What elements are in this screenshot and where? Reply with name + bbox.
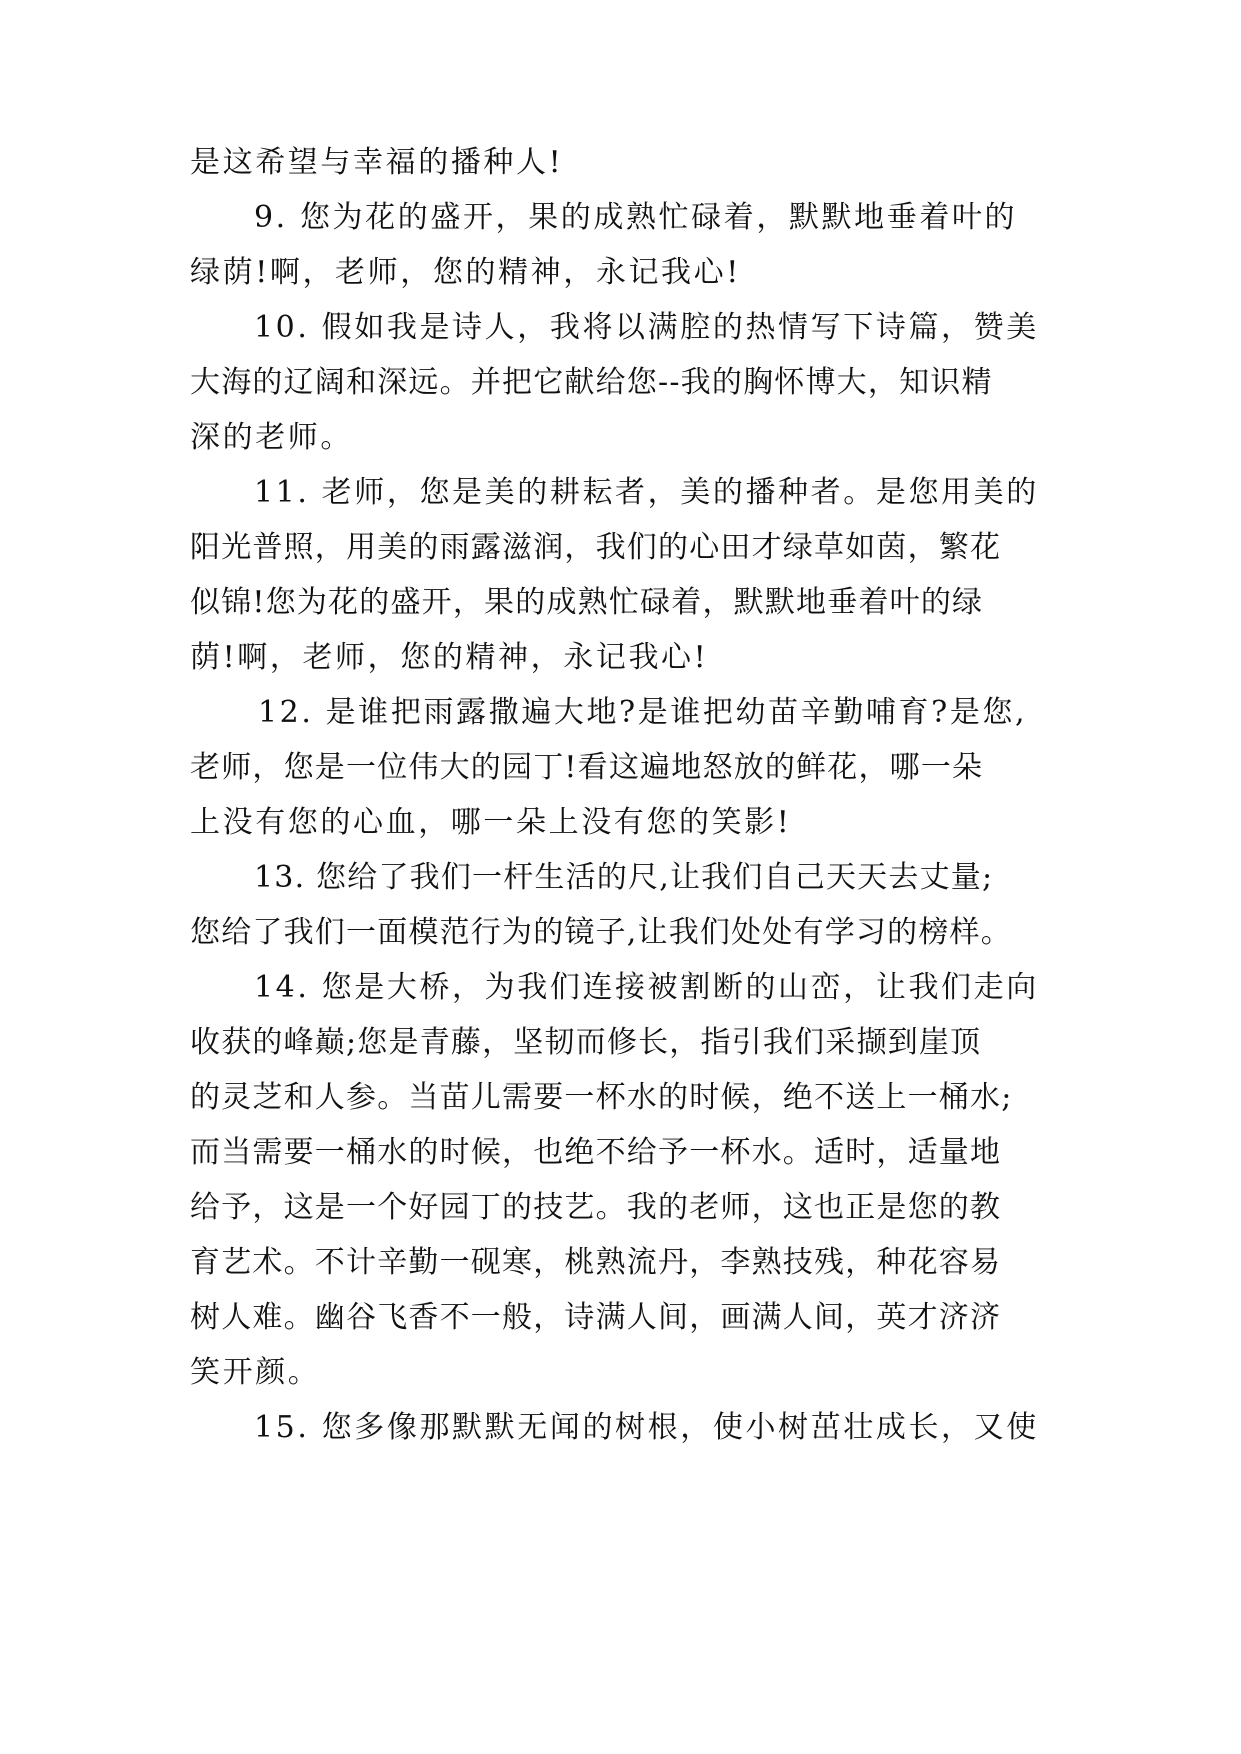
- text-line: 是这希望与幸福的播种人!: [190, 145, 564, 180]
- text-line: 您给了我们一面模范行为的镜子,让我们处处有学习的榜样。: [190, 915, 1012, 950]
- text-line: 10. 假如我是诗人，我将以满腔的热情写下诗篇，赞美: [254, 310, 1039, 345]
- text-line: 老师，您是一位伟大的园丁!看这遍地怒放的鲜花，哪一朵: [190, 750, 984, 785]
- text-line: 上没有您的心血，哪一朵上没有您的笑影!: [190, 805, 792, 840]
- text-line: 13. 您给了我们一杆生活的尺,让我们自己天天去丈量;: [254, 860, 994, 895]
- text-line: 阳光普照，用美的雨露滋润，我们的心田才绿草如茵，繁花: [190, 530, 1002, 565]
- text-line: 的灵芝和人参。当苗儿需要一杯水的时候，绝不送上一桶水;: [190, 1080, 1013, 1115]
- text-line: 大海的辽阔和深远。并把它献给您--我的胸怀博大，知识精: [190, 365, 993, 400]
- text-line: 似锦!您为花的盛开，果的成熟忙碌着，默默地垂着叶的绿: [190, 585, 984, 620]
- text-line: 14. 您是大桥，为我们连接被割断的山峦，让我们走向: [254, 970, 1039, 1005]
- text-line: 树人难。幽谷飞香不一般，诗满人间，画满人间，英才济济: [190, 1300, 1002, 1335]
- text-line: 育艺术。不计辛勤一砚寒，桃熟流丹，李熟技残，种花容易: [190, 1245, 1002, 1280]
- text-line: 荫!啊，老师，您的精神，永记我心!: [190, 640, 709, 675]
- text-line: 12. 是谁把雨露撒遍大地?是谁把幼苗辛勤哺育?是您,: [258, 695, 1028, 730]
- text-line: 深的老师。: [190, 420, 353, 455]
- text-line: 11. 老师，您是美的耕耘者，美的播种者。是您用美的: [254, 475, 1039, 510]
- text-line: 9. 您为花的盛开，果的成熟忙碌着，默默地垂着叶的: [254, 200, 1018, 235]
- text-line: 笑开颜。: [190, 1355, 321, 1390]
- text-line: 而当需要一桶水的时候，也绝不给予一杯水。适时，适量地: [190, 1135, 1002, 1170]
- text-line: 收获的峰巅;您是青藤，坚韧而修长，指引我们采撷到崖顶: [190, 1025, 982, 1060]
- text-line: 15. 您多像那默默无闻的树根，使小树茁壮成长，又使: [254, 1410, 1039, 1445]
- text-line: 给予，这是一个好园丁的技艺。我的老师，这也正是您的教: [190, 1190, 1002, 1225]
- text-line: 绿荫!啊，老师，您的精神，永记我心!: [190, 255, 741, 290]
